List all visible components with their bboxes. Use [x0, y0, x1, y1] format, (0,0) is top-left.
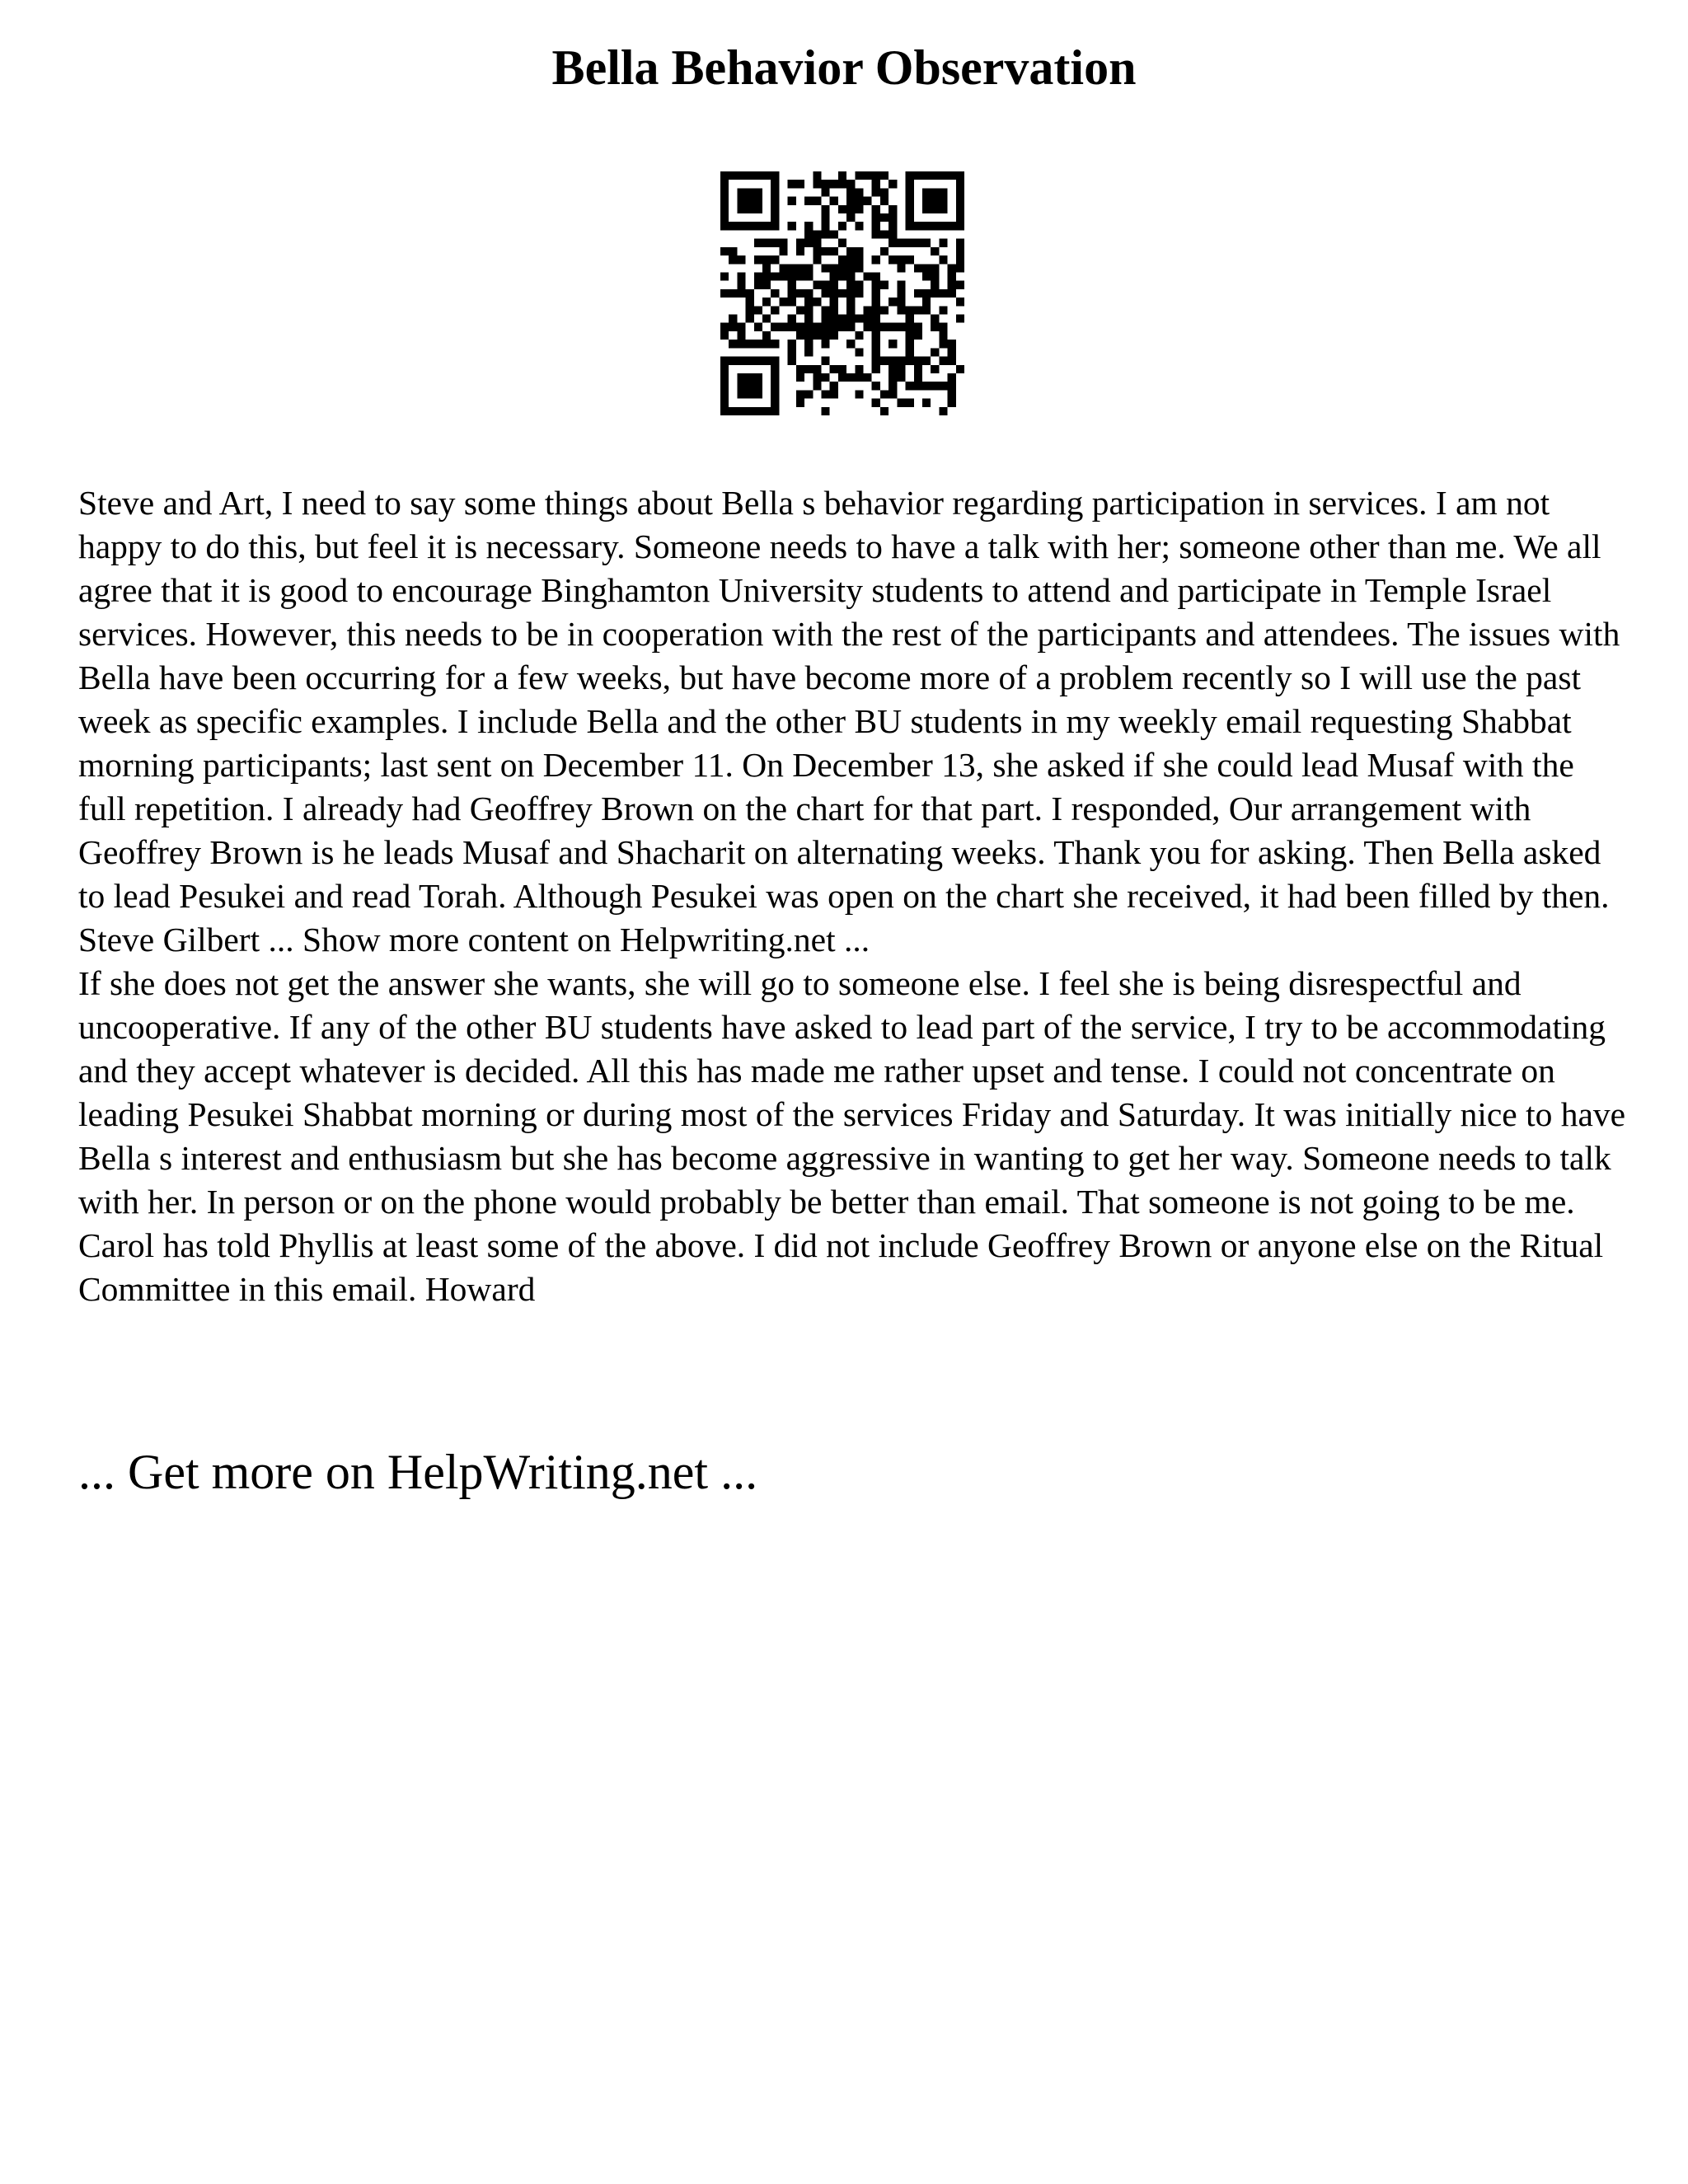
qr-code-icon: [720, 171, 964, 415]
document-title: Bella Behavior Observation: [551, 40, 1137, 95]
document-body: [78, 481, 1628, 1311]
body-paragraph-2: If she does not get the answer she wants, she will go to someone else. I feel she is being disrespectful and uncooperative. If any of the other BU students have asked to lead part of the service, I try to be accommodating and they accept whatever is decided. All this has made me rather upset and tense. I could not concentrate on leading Pesukei Shabbat morning or during most of the services Friday and Saturday. It was initially nice to have Bella s interest and enthusiasm but she has become aggressive in wanting to get her way. Someone needs to talk with her. In person or on the phone would probably be better than email. That someone is not going to be me. Carol has told Phyllis at least some of the above. I did not include Geoffrey Brown or anyone else on the Ritual Committee in this email. Howard: [78, 964, 1626, 1308]
body-paragraph-1: Steve and Art, I need to say some things about Bella s behavior regarding participation in services. I am not happy to do this, but feel it is necessary. Someone needs to have a talk with her; someone other than me. We all agree that it is good to encourage Binghamton University students to attend and participate in Temple Israel services. However, this needs to be in cooperation with the rest of the participants and attendees. The issues with Bella have been occurring for a few weeks, but have become more of a problem recently so I will use the past week as specific examples. I include Bella and the other BU students in my weekly email requesting Shabbat morning participants; last sent on December 11. On December 13, she asked if she could lead Musaf with the full repetition. I already had Geoffrey Brown on the chart for that part. I responded, Our arrangement with Geoffrey Brown is he leads Musaf and Shacharit on alternating weeks. Thank you for asking. Then Bella asked to lead Pesukei and read Torah. Although Pesukei was open on the chart she received, it had been filled by then. Steve Gilbert ... Show more content on Helpwriting.net ...: [78, 484, 1620, 958]
get-more-link[interactable]: ... Get more on HelpWriting.net ...: [78, 1445, 758, 1499]
